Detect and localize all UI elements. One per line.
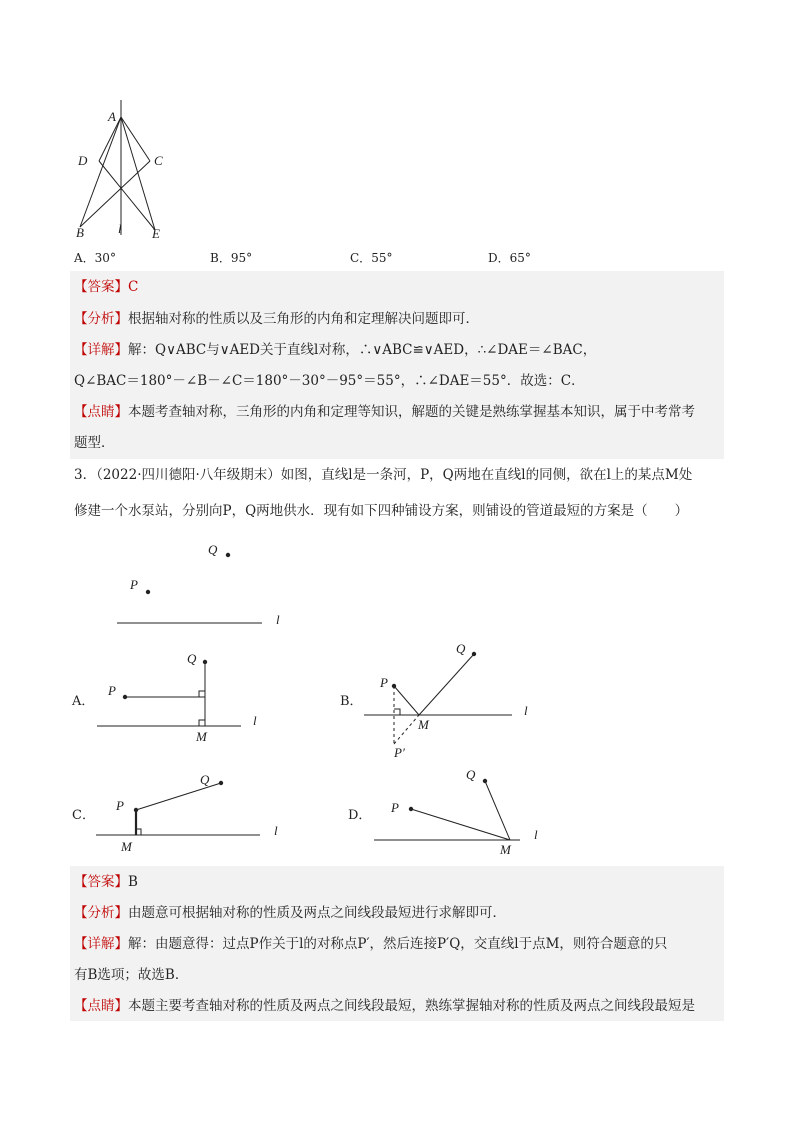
q2-option-a: A．30° [74,251,116,265]
q3-b-label-P: P [380,675,388,690]
q2-detail-1: 【详解】解：Q∨ABC与∨AED关于直线l对称，∴∨ABC≌∨AED，∴∠DAE＝∠BAC， [74,342,597,358]
q2-analysis: 【分析】根据轴对称的性质以及三角形的内角和定理解决问题即可． [74,311,479,327]
q3-detail-2: 有B选项；故选B． [74,967,189,983]
q3-c-label-Q: Q [200,772,210,787]
q3-option-c-label: C． [72,808,95,823]
label-l: l [118,221,122,236]
label-D: D [78,153,88,168]
q3-option-a-figure [95,650,275,745]
q3-analysis: 【分析】由题意可根据轴对称的性质及两点之间线段最短进行求解即可． [74,905,506,921]
q2-option-d: D．65° [488,251,531,265]
q3-a-label-Q: Q [187,651,197,666]
q3-option-b-label: B． [340,694,363,709]
q2-answer: 【答案】C [74,279,139,295]
label-B: B [76,225,84,240]
q3-main-figure [110,535,300,635]
q3-label-P: P [130,577,138,592]
q3-option-a-label: A． [72,694,95,709]
q2-option-c: C．55° [350,251,393,265]
q3-d-label-Q: Q [466,767,476,782]
q2-detail-2: Q∠BAC＝180°－∠B－∠C＝180°－30°－95°＝55°，∴∠DAE＝55°．故选：C． [74,373,585,389]
q3-comment-1: 【点睛】本题主要考查轴对称的性质及两点之间线段最短，熟练掌握轴对称的性质及两点之间线段最短是 [74,998,695,1014]
q3-option-b-figure [360,640,550,765]
q3-a-label-l: l [253,713,257,728]
q3-d-label-l: l [534,827,538,842]
q3-a-label-P: P [108,683,116,698]
q3-option-d-figure [370,765,560,860]
q2-comment-1: 【点睛】本题考查轴对称，三角形的内角和定理等知识，解题的关键是熟练掌握基本知识，属于中考常考 [74,404,695,420]
q3-stem-1: 3．（2022·四川德阳·八年级期末）如图，直线l是一条河，P，Q两地在直线l的同侧，欲在l上的某点M处 [74,467,693,483]
figure-symmetric-triangles [70,95,180,245]
q2-comment-2: 题型． [74,435,115,451]
label-C: C [154,153,163,168]
q3-b-label-l: l [524,703,528,718]
q3-b-label-Q: Q [456,641,466,656]
q3-c-label-P: P [116,798,124,813]
q2-option-b: B．95° [210,251,253,265]
q3-option-d-label: D． [348,808,372,823]
q3-answer: 【答案】B [74,874,138,890]
q3-stem-2: 修建一个水泵站，分别向P，Q两地供水．现有如下四种铺设方案，则铺设的管道最短的方案是（ ） [74,503,689,519]
q3-label-Q: Q [208,542,218,557]
q3-b-label-Pprime: P′ [394,745,405,760]
q3-b-label-M: M [418,717,429,732]
q3-detail-1: 【详解】解：由题意得：过点P作关于l的对称点P′，然后连接P′Q，交直线l于点M，则符合题意的只 [74,936,668,952]
label-A: A [108,109,116,124]
q3-option-c-figure [94,768,294,858]
q3-d-label-M: M [500,842,511,857]
q2-solution-box [70,271,724,459]
label-E: E [152,226,160,241]
q3-c-label-M: M [121,839,132,854]
q3-d-label-P: P [391,800,399,815]
q3-a-label-M: M [196,729,207,744]
q3-label-l: l [276,612,280,627]
q3-c-label-l: l [274,823,278,838]
